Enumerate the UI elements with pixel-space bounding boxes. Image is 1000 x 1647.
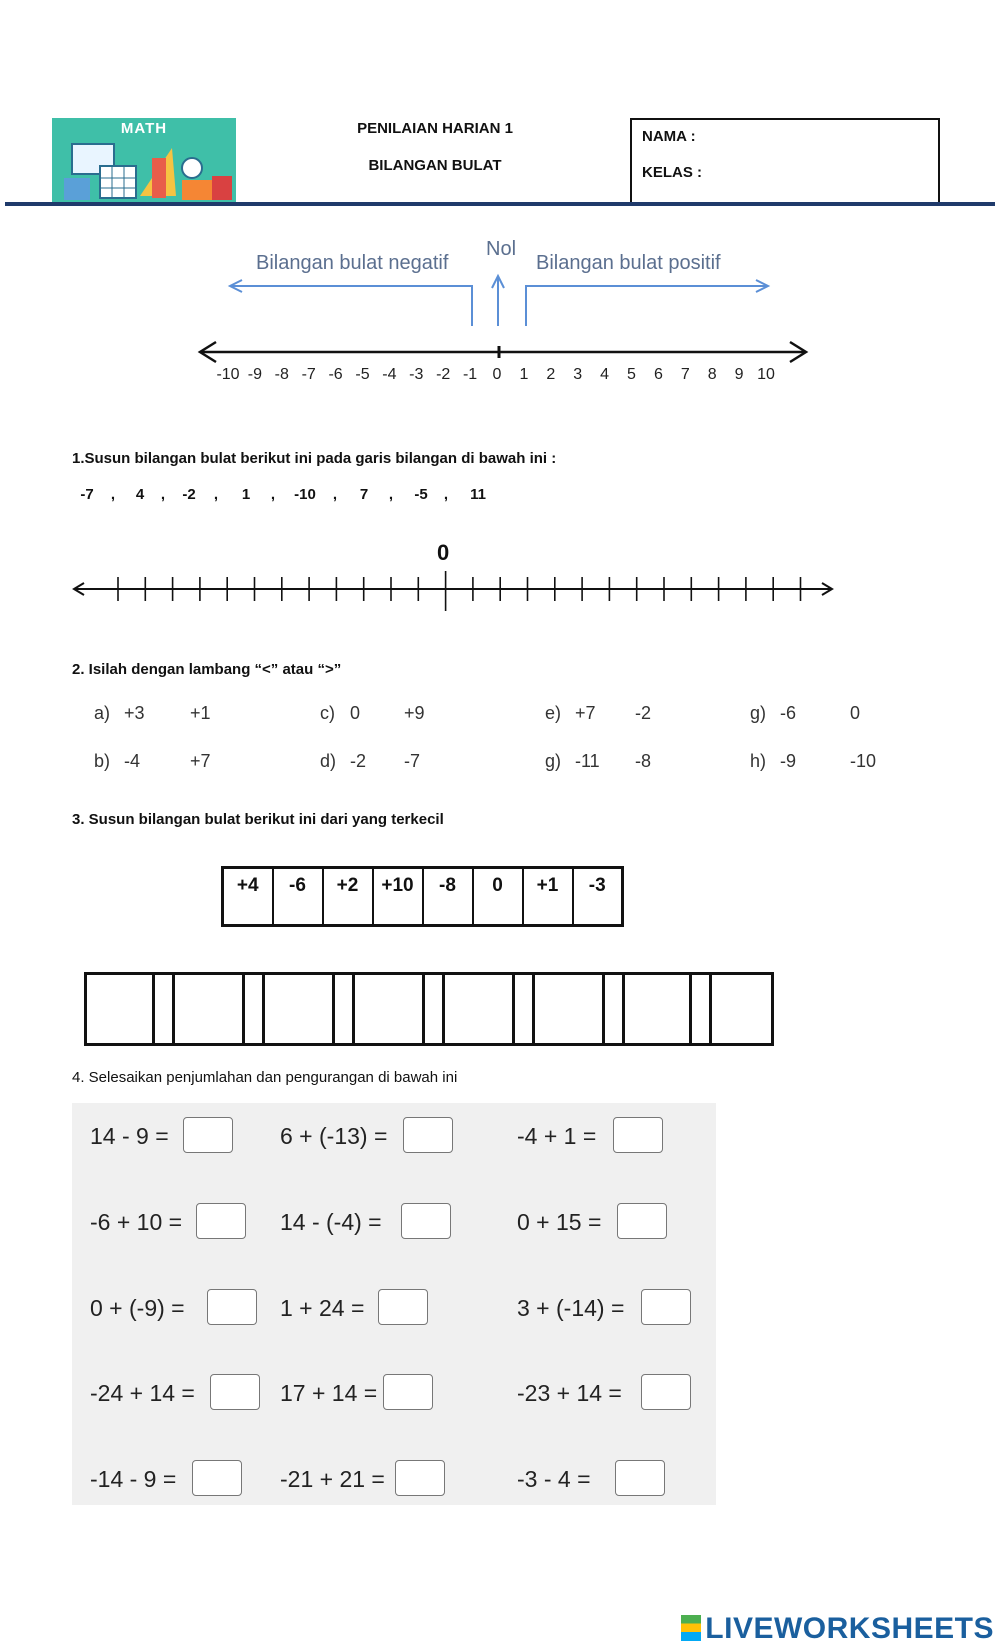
- number-line-label: -4: [382, 366, 397, 383]
- equation-text: 1 + 24 =: [280, 1295, 365, 1321]
- answer-input-box[interactable]: [196, 1203, 246, 1239]
- equation-text: -21 + 21 =: [280, 1466, 385, 1492]
- number-cell: -6: [273, 868, 323, 926]
- comparison-right-value: -2: [635, 703, 652, 723]
- brand-text: LIVEWORKSHEETS: [705, 1612, 994, 1645]
- answer-divider: [442, 975, 445, 1043]
- sorted-answer-boxes[interactable]: [84, 972, 774, 1046]
- separator-comma: ,: [332, 486, 338, 503]
- number-line-label: -9: [247, 366, 262, 383]
- answer-input-box[interactable]: [192, 1460, 242, 1496]
- comparison-label: e): [545, 703, 562, 723]
- answer-divider: [172, 975, 175, 1043]
- number-line-label: 4: [600, 366, 610, 383]
- comparison-left-value: +3: [124, 703, 145, 723]
- comparison-right-value: +9: [404, 703, 425, 723]
- equation-text: -6 + 10 =: [90, 1209, 183, 1235]
- answer-input-box[interactable]: [183, 1117, 233, 1153]
- number-line-label: 3: [573, 366, 583, 383]
- number-to-place: 7: [359, 486, 369, 503]
- separator-comma: ,: [110, 486, 116, 503]
- answer-divider: [532, 975, 535, 1043]
- number-line-zero-label: 0: [437, 540, 450, 565]
- comparison-left-value: -4: [124, 751, 141, 771]
- equation-text: 0 + (-9) =: [90, 1295, 185, 1321]
- answer-divider: [242, 975, 245, 1043]
- separator-comma: ,: [443, 486, 449, 503]
- equation-text: 14 - 9 =: [90, 1123, 169, 1149]
- header-subtitle: BILANGAN BULAT: [368, 157, 502, 174]
- number-to-place: -5: [414, 486, 428, 503]
- number-to-place: 1: [241, 486, 251, 503]
- number-cell: -8: [423, 868, 473, 926]
- number-line-label: 8: [707, 366, 717, 383]
- header-title: PENILAIAN HARIAN 1: [357, 120, 513, 137]
- number-line-label: 6: [653, 366, 663, 383]
- separator-comma: ,: [388, 486, 394, 503]
- comparison-label: d): [320, 751, 337, 771]
- comparison-left-value: -2: [350, 751, 367, 771]
- answer-input-box[interactable]: [641, 1374, 691, 1410]
- answer-input-box[interactable]: [615, 1460, 665, 1496]
- answer-input-box[interactable]: [395, 1460, 445, 1496]
- number-line-label: -3: [409, 366, 424, 383]
- number-line-label: 7: [680, 366, 690, 383]
- class-label: KELAS :: [642, 164, 702, 181]
- answer-input-box[interactable]: [641, 1289, 691, 1325]
- equation-text: -23 + 14 =: [517, 1380, 622, 1406]
- comparison-right-value: 0: [850, 703, 861, 723]
- number-line-label: -2: [436, 366, 451, 383]
- answer-divider: [622, 975, 625, 1043]
- comparison-right-value: +7: [190, 751, 211, 771]
- number-line-label: 1: [519, 366, 529, 383]
- number-cell: 0: [473, 868, 523, 926]
- number-line-label: -10: [216, 366, 240, 383]
- comparison-label: a): [94, 703, 111, 723]
- equation-text: 17 + 14 =: [280, 1380, 378, 1406]
- answer-input-box[interactable]: [401, 1203, 451, 1239]
- question-3-prompt: 3. Susun bilangan bulat berikut ini dari yang terkecil: [72, 811, 444, 828]
- number-cell: +2: [323, 868, 373, 926]
- number-cell: +10: [373, 868, 423, 926]
- number-to-place: -7: [80, 486, 94, 503]
- comparison-right-value: -10: [850, 751, 877, 771]
- separator-comma: ,: [160, 486, 166, 503]
- arithmetic-exercise-panel: [72, 1103, 716, 1505]
- number-line-label: -7: [301, 366, 316, 383]
- header-divider: [5, 202, 995, 206]
- separator-comma: ,: [213, 486, 219, 503]
- comparison-left-value: -9: [780, 751, 797, 771]
- positive-integers-label: Bilangan bulat positif: [536, 252, 721, 274]
- comparison-right-value: -7: [404, 751, 421, 771]
- answer-divider: [709, 975, 712, 1043]
- number-line-label: -8: [274, 366, 289, 383]
- number-line-label: 5: [627, 366, 636, 383]
- logo-illustration: [52, 118, 236, 203]
- zero-label: Nol: [486, 238, 517, 260]
- name-label: NAMA :: [642, 128, 696, 145]
- equation-text: 0 + 15 =: [517, 1209, 602, 1235]
- number-line-label: -6: [328, 366, 343, 383]
- answer-divider: [689, 975, 692, 1043]
- answer-input-box[interactable]: [403, 1117, 453, 1153]
- equation-text: -14 - 9 =: [90, 1466, 177, 1492]
- comparison-left-value: 0: [350, 703, 361, 723]
- answer-divider: [602, 975, 605, 1043]
- answer-input-box[interactable]: [207, 1289, 257, 1325]
- comparison-label: c): [320, 703, 335, 723]
- question-1-prompt: 1.Susun bilangan bulat berikut ini pada garis bilangan di bawah ini :: [72, 450, 557, 467]
- comparison-label: g): [545, 751, 562, 771]
- answer-divider: [512, 975, 515, 1043]
- student-info-box: [630, 118, 940, 204]
- question-4-prompt: 4. Selesaikan penjumlahan dan pengurangan di bawah ini: [72, 1069, 458, 1086]
- equation-text: -24 + 14 =: [90, 1380, 195, 1406]
- answer-divider: [262, 975, 265, 1043]
- number-line-label: 10: [757, 366, 775, 383]
- number-line-label: 2: [546, 366, 556, 383]
- answer-divider: [352, 975, 355, 1043]
- intro-arrows: [180, 260, 820, 370]
- number-line-label: 0: [492, 366, 502, 383]
- comparison-right-value: -8: [635, 751, 652, 771]
- number-to-place: 11: [470, 486, 486, 503]
- number-line-label: 9: [734, 366, 744, 383]
- answer-divider: [152, 975, 155, 1043]
- answer-divider: [422, 975, 425, 1043]
- math-logo: [52, 118, 236, 203]
- number-line-label: -1: [462, 366, 478, 383]
- number-cell: +1: [523, 868, 573, 926]
- number-cell: +4: [223, 868, 273, 926]
- number-to-place: -2: [182, 486, 196, 503]
- answer-input-box[interactable]: [378, 1289, 428, 1325]
- answer-input-box[interactable]: [383, 1374, 433, 1410]
- comparison-left-value: +7: [575, 703, 596, 723]
- comparison-left-value: -11: [575, 751, 600, 771]
- answer-input-box[interactable]: [613, 1117, 663, 1153]
- equation-text: 14 - (-4) =: [280, 1209, 382, 1235]
- comparison-left-value: -6: [780, 703, 797, 723]
- number-line-label: -5: [355, 366, 370, 383]
- comparison-label: h): [750, 751, 767, 771]
- number-cell: -3: [573, 868, 623, 926]
- answer-input-box[interactable]: [617, 1203, 667, 1239]
- numbers-to-sort-table: [221, 866, 624, 927]
- comparison-label: g): [750, 703, 767, 723]
- comparison-right-value: +1: [190, 703, 211, 723]
- question-1-number-line: [70, 565, 840, 615]
- question-2-prompt: 2. Isilah dengan lambang “<” atau “>”: [72, 661, 342, 678]
- comparison-label: b): [94, 751, 111, 771]
- equation-text: -4 + 1 =: [517, 1123, 597, 1149]
- equation-text: 3 + (-14) =: [517, 1295, 625, 1321]
- equation-text: 6 + (-13) =: [280, 1123, 388, 1149]
- number-to-place: -10: [294, 486, 316, 503]
- equation-text: -3 - 4 =: [517, 1466, 591, 1492]
- logo-title: MATH: [120, 120, 168, 137]
- answer-divider: [332, 975, 335, 1043]
- answer-input-box[interactable]: [210, 1374, 260, 1410]
- negative-integers-label: Bilangan bulat negatif: [256, 252, 449, 274]
- separator-comma: ,: [270, 486, 276, 503]
- number-to-place: 4: [135, 486, 145, 503]
- liveworksheets-logo-icon: [681, 1615, 701, 1641]
- liveworksheets-brand: [681, 1612, 994, 1646]
